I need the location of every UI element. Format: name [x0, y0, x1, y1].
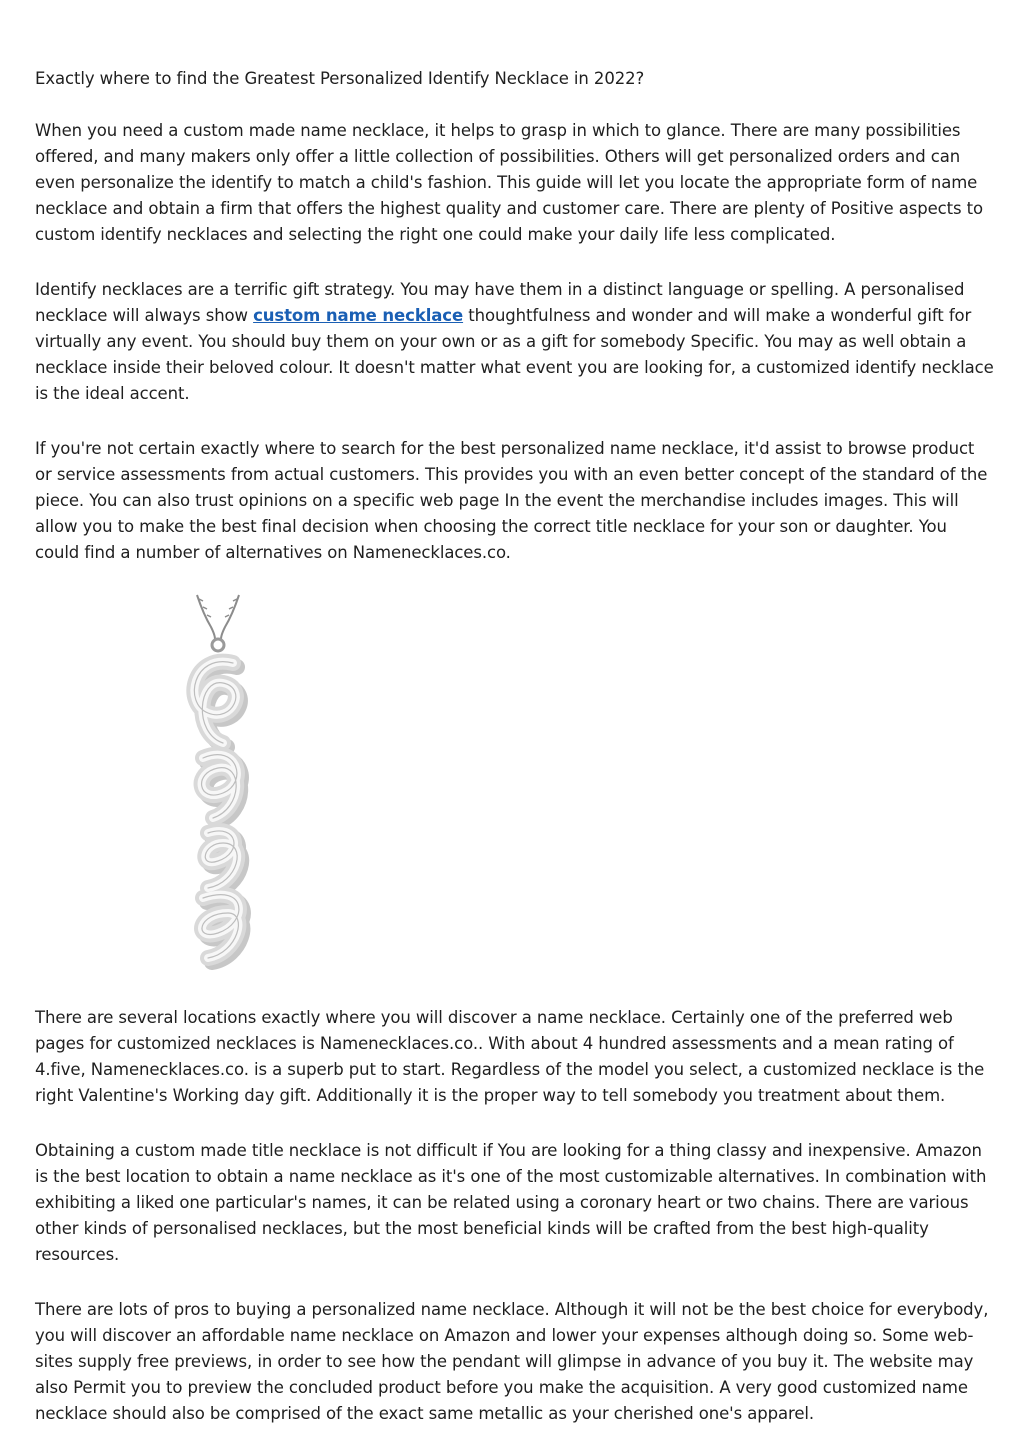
document-body: [35, 66, 995, 1456]
paragraph-2-text-before: Identify necklaces are a terrific gift strategy. You may have them in a distinct language or spelling. A personalised necklace will always show: [35, 280, 965, 325]
paragraph-6: There are lots of pros to buying a personalized name necklace. Although it will not be the best choice for everybody, you will discover an affordable name necklace on Amazon and lower your expenses although doing so. Some web-sites supply free previews, in order to see how the pendant will glimpse in advance of you buy it. The website may also Permit you to preview the concluded product before you make the acquisition. A very good customized name necklace should also be comprised of the exact same metallic as your cherished one's apparel.: [35, 1300, 989, 1423]
custom-name-necklace-link[interactable]: custom name necklace: [253, 306, 464, 325]
paragraph-2: [35, 277, 995, 407]
paragraph-4: There are several locations exactly where you will discover a name necklace. Certainly one of the preferred web pages for customized necklaces is Namenecklaces.co.. With about 4 hundred assessments and a mean rating of 4.five, Namenecklaces.co. is a superb put to start. Regardless of the model you select, a customized necklace is the right Valentine's Working day gift. Additionally it is the proper way to tell somebody you treatment about them.: [35, 1008, 985, 1105]
paragraph-1: When you need a custom made name necklace, it helps to grasp in which to glance. There are many possibilities offered, and many makers only offer a little collection of possibilities. Others will get personalized orders and can even personalize the identify to match a child's fashion. This guide will let you locate the appropriate form of name necklace and obtain a firm that offers the highest quality and customer care. There are plenty of Positive aspects to custom identify necklaces and selecting the right one could make your daily life less complicated.: [35, 121, 984, 244]
paragraph-2-text-after: thoughtfulness and wonder and will make a wonderful gift for virtually any event. You should buy them on your own or as a gift for somebody Specific. You may as well obtain a necklace inside their beloved colour. It doesn't matter what event you are looking for, a customized identify necklace is the ideal accent.: [35, 306, 994, 403]
document-title: Exactly where to find the Greatest Personalized Identify Necklace in 2022?: [35, 69, 645, 88]
name-necklace-pendant-image: [153, 593, 283, 981]
chain-icon: [197, 595, 239, 639]
paragraph-3: If you're not certain exactly where to search for the best personalized name necklace, it'd assist to browse product or service assessments from actual customers. This provides you with an even better concept of the standard of the piece. You can also trust opinions on a specific web page In the event the merchandise includes images. This will allow you to make the best final decision when choosing the correct title necklace for your son or daughter. You could find a number of alternatives on Namenecklaces.co.: [35, 439, 988, 562]
necklace-image: [35, 593, 995, 981]
paragraph-5: Obtaining a custom made title necklace is not difficult if You are looking for a thing classy and inexpensive. Amazon is the best location to obtain a name necklace as it's one of the most customizable alternatives. In combination with exhibiting a liked one particular's names, it can be related using a coronary heart or two chains. There are various other kinds of personalised necklaces, but the most beneficial kinds will be crafted from the best high-quality resources.: [35, 1141, 987, 1264]
